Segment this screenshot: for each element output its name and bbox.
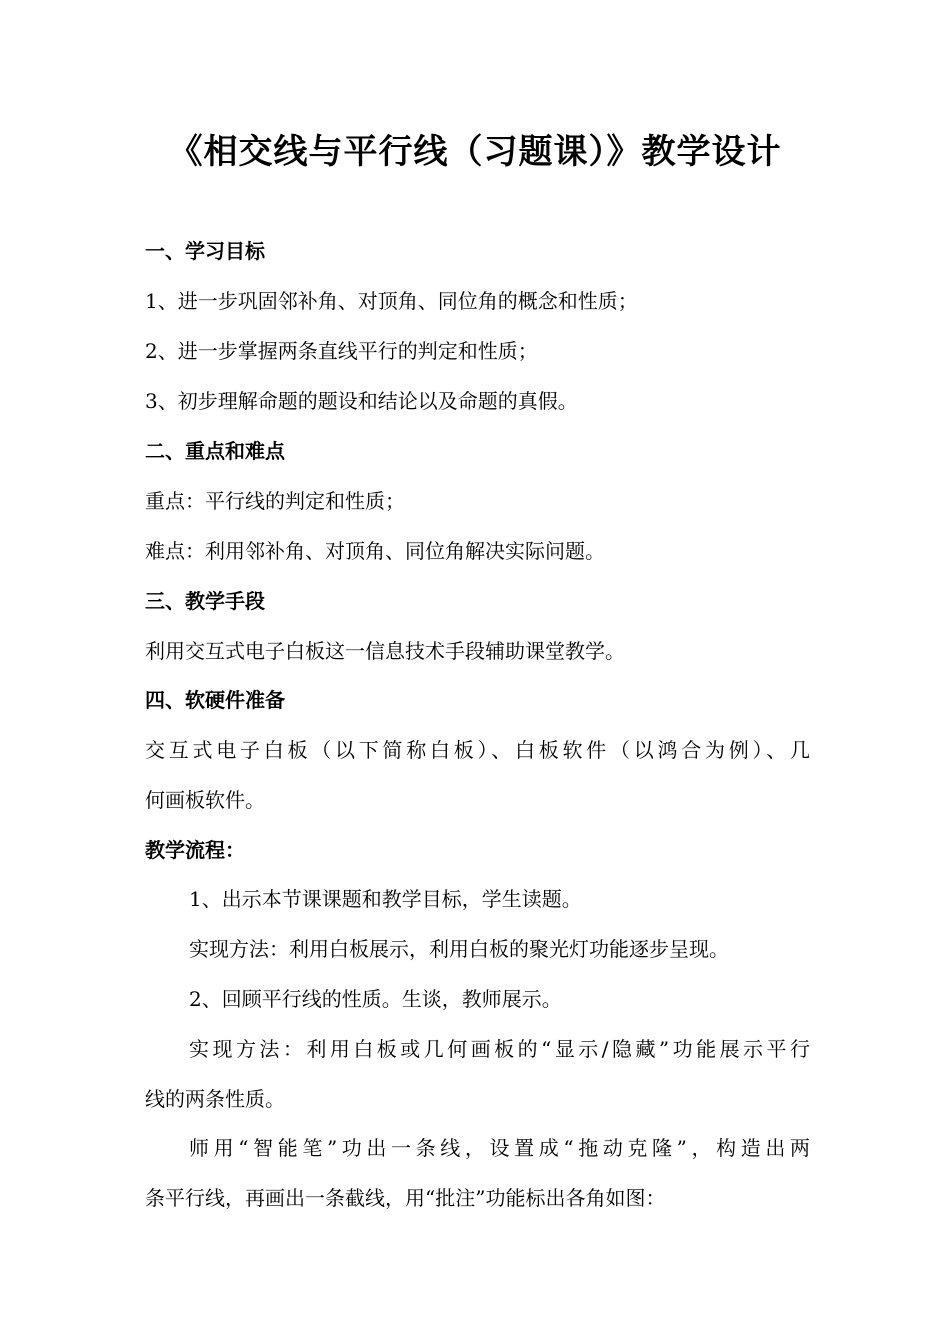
process-method-2-line-2: 线的两条性质。 — [145, 1087, 285, 1111]
equipment-text-line-2: 何画板软件。 — [145, 788, 265, 812]
goal-item-1: 1、进一步巩固邻补角、对顶角、同位角的概念和性质； — [145, 289, 638, 313]
goal-item-2: 2、进一步掌握两条直线平行的判定和性质； — [145, 339, 538, 363]
equipment-text-line-1: 交互式电子白板（以下简称白板）、白板软件（以鸿合为例）、几 — [145, 738, 810, 762]
teacher-action-line-1: 师用“智能笔”功出一条线，设置成“拖动克隆”，构造出两 — [189, 1136, 810, 1160]
key-point-text: 重点：平行线的判定和性质； — [145, 489, 405, 513]
process-step-2: 2、回顾平行线的性质。生谈，教师展示。 — [189, 987, 562, 1011]
process-step-1: 1、出示本节课课题和教学目标，学生读题。 — [189, 887, 582, 911]
process-method-2-line-1: 实现方法：利用白板或几何画板的“显示/隐藏”功能展示平行 — [189, 1037, 810, 1061]
section-heading-process: 教学流程： — [145, 838, 245, 862]
section-heading-means: 三、教学手段 — [145, 589, 265, 613]
process-method-1: 实现方法：利用白板展示，利用白板的聚光灯功能逐步呈现。 — [189, 937, 729, 961]
means-text: 利用交互式电子白板这一信息技术手段辅助课堂教学。 — [145, 639, 625, 663]
goal-item-3: 3、初步理解命题的题设和结论以及命题的真假。 — [145, 389, 578, 413]
document-title: 《相交线与平行线（习题课）》教学设计 — [168, 132, 782, 172]
section-heading-equipment: 四、软硬件准备 — [145, 688, 285, 712]
difficulty-text: 难点：利用邻补角、对顶角、同位角解决实际问题。 — [145, 539, 605, 563]
section-heading-key-points: 二、重点和难点 — [145, 439, 285, 463]
section-heading-goals: 一、学习目标 — [145, 239, 265, 263]
teacher-action-line-2: 条平行线，再画出一条截线，用“批注”功能标出各角如图： — [145, 1186, 666, 1210]
